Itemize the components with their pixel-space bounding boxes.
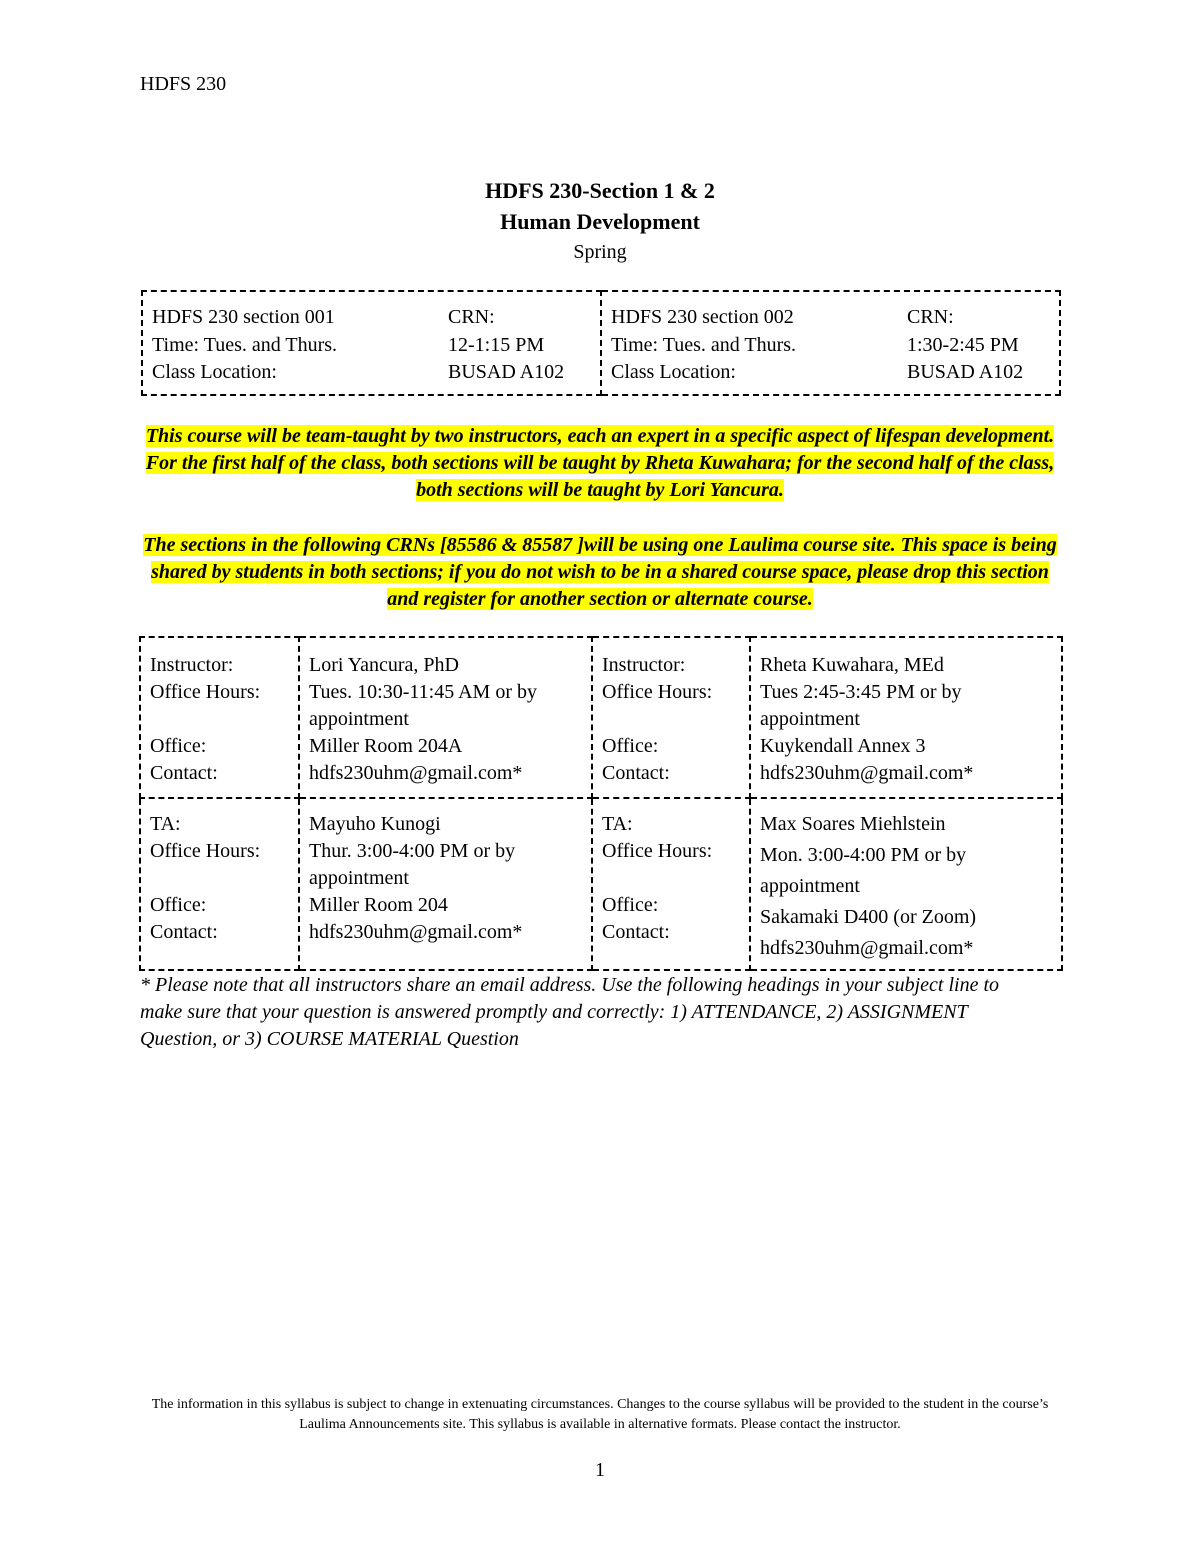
section-001-location-label: Class Location: <box>152 361 277 383</box>
ta-2-name: Max Soares Miehlstein <box>760 813 946 835</box>
instructor-2-labels <box>592 637 750 798</box>
shared-site-text: The sections in the following CRNs [85586 & 85587 ]will be using one Laulima course site. This space is being shared by students in both sections; if you do not wish to be in a shared course space, please drop this section and register for another section or alternate course. <box>143 534 1057 610</box>
instructor-2-office-label: Office: <box>602 735 659 757</box>
ta-2-hours-label: Office Hours: <box>602 840 713 862</box>
section-002-location-label: Class Location: <box>611 361 736 383</box>
instructor-1-role-label: Instructor: <box>150 654 234 676</box>
ta-1-contact-label: Contact: <box>150 921 218 943</box>
course-subtitle: Human Development <box>500 209 700 234</box>
title-block <box>0 175 1200 267</box>
ta-1-values <box>299 798 592 970</box>
ta-1-name: Mayuho Kunogi <box>309 813 441 835</box>
email-note: * Please note that all instructors share an email address. Use the following headings in your subject line to make sure that your question is answered promptly and correctly: 1) ATTENDANCE, 2) ASSIGNMENT Question, or 3) COURSE MATERIAL Question <box>140 974 1000 1050</box>
ta-2-values <box>750 798 1062 970</box>
section-002-location-value: BUSAD A102 <box>907 361 1024 383</box>
footer-note: The information in this syllabus is subject to change in extenuating circumstances. Changes to the course syllabus will be provided to the student in the course’s Laulima Announcements site. This syllabus is available in alternative formats. Please contact the instructor. <box>151 1397 1049 1432</box>
ta-2-label-spacer <box>602 865 743 892</box>
ta-1-role-label: TA: <box>150 813 181 835</box>
ta-2-labels <box>592 798 750 970</box>
instructor-2-office: Kuykendall Annex 3 <box>760 735 926 757</box>
shared-site-notice <box>140 532 1060 613</box>
instructor-1-hours: Tues. 10:30-11:45 AM or by appointment <box>309 681 537 730</box>
section-001-cell <box>142 291 601 395</box>
section-002-crn-label: CRN: <box>907 306 954 328</box>
section-001-time-value: 12-1:15 PM <box>448 333 545 356</box>
section-002-time-label: Time: Tues. and Thurs. <box>611 333 797 356</box>
ta-1-hours-label: Office Hours: <box>150 840 261 862</box>
course-term: Spring <box>573 241 627 263</box>
instructor-1-email: hdfs230uhm@gmail.com* <box>309 762 523 784</box>
ta-1-hours: Thur. 3:00-4:00 PM or by appointment <box>309 840 516 889</box>
instructor-1-office: Miller Room 204A <box>309 735 463 757</box>
ta-1-label-spacer <box>150 865 292 892</box>
instructor-2-hours-label: Office Hours: <box>602 681 713 703</box>
instructor-1-values <box>299 637 592 798</box>
instructor-1-office-label: Office: <box>150 735 207 757</box>
ta-1-email: hdfs230uhm@gmail.com* <box>309 921 523 943</box>
team-taught-notice <box>140 423 1060 504</box>
instructor-2-name: Rheta Kuwahara, MEd <box>760 654 944 676</box>
instructor-1-contact-label: Contact: <box>150 762 218 784</box>
section-002-cell <box>601 291 1060 395</box>
section-002-name: HDFS 230 section 002 <box>611 306 794 328</box>
ta-2-office-label: Office: <box>602 894 659 916</box>
ta-1-labels <box>140 798 299 970</box>
ta-1-office: Miller Room 204 <box>309 894 448 916</box>
ta-2-contact-label: Contact: <box>602 921 670 943</box>
running-header: HDFS 230 <box>140 73 227 95</box>
section-001-time-label: Time: Tues. and Thurs. <box>152 333 338 356</box>
instructor-2-values <box>750 637 1062 798</box>
instructor-1-label-spacer <box>150 706 292 733</box>
instructor-2-role-label: Instructor: <box>602 654 686 676</box>
instructor-1-hours-label: Office Hours: <box>150 681 261 703</box>
instructor-2-label-spacer <box>602 706 743 733</box>
ta-2-role-label: TA: <box>602 813 633 835</box>
section-001-crn-label: CRN: <box>448 306 495 328</box>
instructor-1-name: Lori Yancura, PhD <box>309 654 459 676</box>
ta-1-office-label: Office: <box>150 894 207 916</box>
page-number: 1 <box>595 1459 605 1481</box>
instructor-2-contact-label: Contact: <box>602 762 670 784</box>
staff-table <box>139 636 1063 971</box>
ta-2-hours: Mon. 3:00-4:00 PM or by appointment <box>760 844 967 897</box>
instructor-1-labels <box>140 637 299 798</box>
section-001-location-value: BUSAD A102 <box>448 361 565 383</box>
team-taught-text: This course will be team-taught by two instructors, each an expert in a specific aspect of lifespan development. For the first half of the class, both sections will be taught by Rheta Kuwahara; for the second half of the class, both sections will be taught by Lori Yancura. <box>145 425 1055 501</box>
instructor-2-email: hdfs230uhm@gmail.com* <box>760 762 974 784</box>
sections-table <box>141 290 1061 396</box>
section-001-name: HDFS 230 section 001 <box>152 306 335 328</box>
course-title: HDFS 230-Section 1 & 2 <box>485 178 715 203</box>
section-002-time-value: 1:30-2:45 PM <box>907 333 1019 356</box>
ta-2-email: hdfs230uhm@gmail.com* <box>760 937 974 959</box>
instructor-2-hours: Tues 2:45-3:45 PM or by appointment <box>760 681 962 730</box>
ta-2-office: Sakamaki D400 (or Zoom) <box>760 906 977 928</box>
